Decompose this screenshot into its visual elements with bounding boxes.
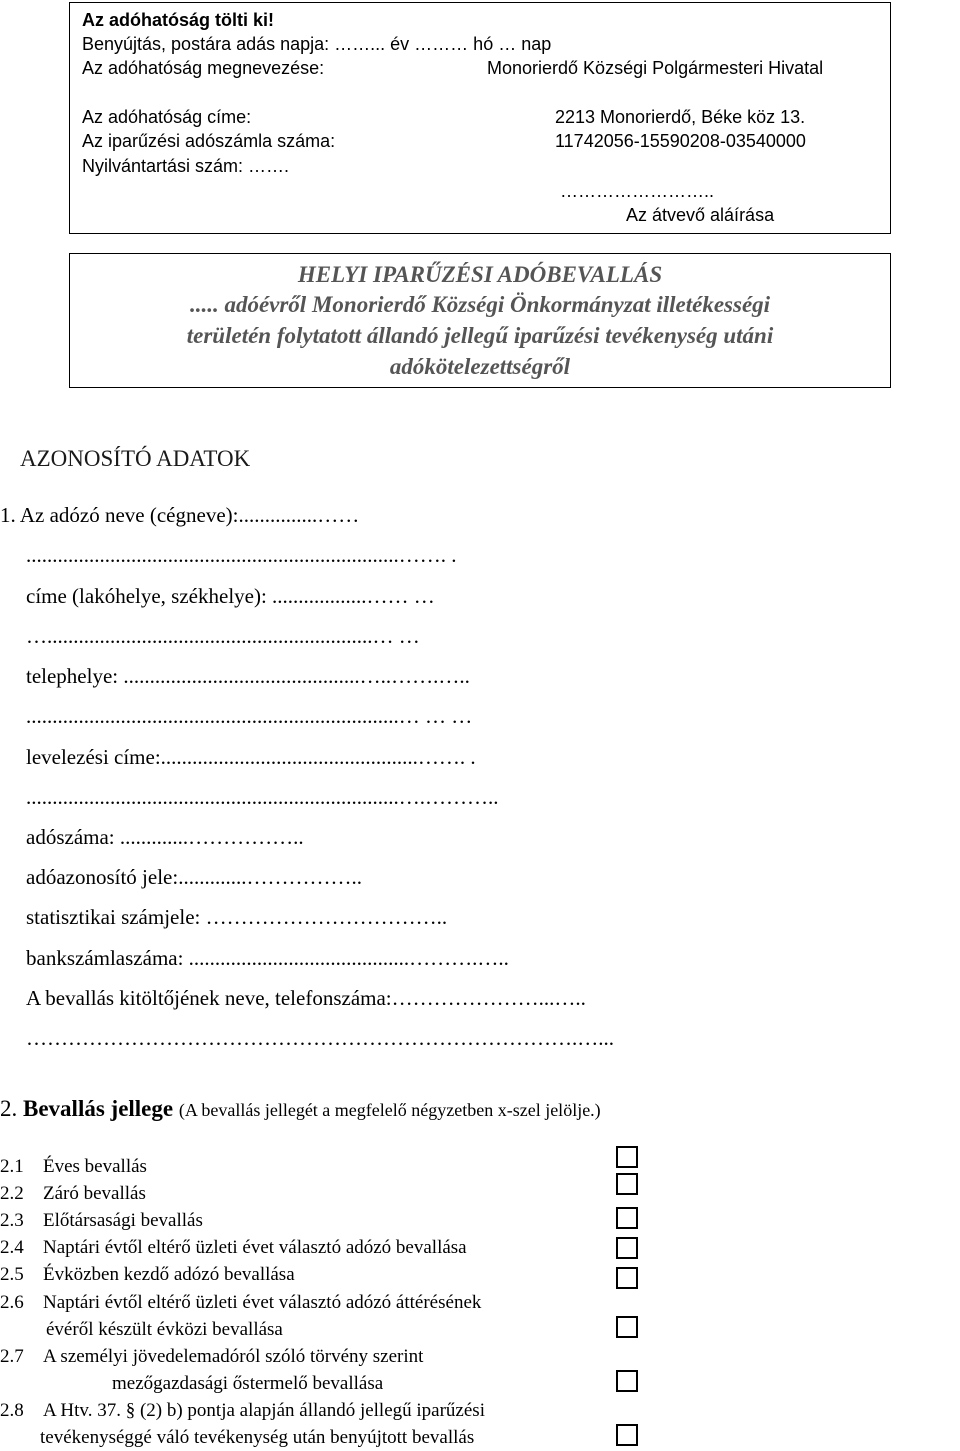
statistical-number-field[interactable]: statisztikai számjele: …………………………….. — [26, 905, 448, 929]
form-title: HELYI IPARŰZÉSI ADÓBEVALLÁS — [297, 262, 663, 287]
office-use-box — [69, 2, 891, 234]
address-field[interactable]: címe (lakóhelye, székhelye): ..................…… … — [26, 584, 435, 608]
account-number-value: 11742056-15590208-03540000 — [555, 131, 806, 151]
item-label-continuation: évéről készült évközi bevallása — [46, 1319, 283, 1340]
item-number: 2.5 — [0, 1264, 24, 1285]
authority-address-label: Az adóhatóság címe: — [82, 107, 252, 127]
section-title: Bevallás jellege — [23, 1096, 174, 1121]
item-label: Éves bevallás — [43, 1156, 147, 1177]
item-label-continuation: tevékenységgé váló tevékenység után benyújtott bevallás — [40, 1427, 475, 1448]
return-type-checkbox[interactable] — [616, 1207, 638, 1229]
return-type-checkbox[interactable] — [616, 1424, 638, 1446]
item-number: 2.1 — [0, 1156, 24, 1177]
authority-address-value: 2213 Monorierdő, Béke köz 13. — [555, 107, 806, 127]
submission-date-field[interactable]: Benyújtás, postára adás napja: ……... év ……… hó … nap — [82, 34, 552, 54]
item-number: 2.8 — [0, 1400, 24, 1421]
filler-name-phone-continuation[interactable]: …………………………………………………………………….…... — [26, 1026, 614, 1050]
mailing-address-continuation[interactable]: .......................................................................….……….. — [26, 785, 499, 809]
item-number: 2.2 — [0, 1183, 24, 1204]
authority-name-label: Az adóhatóság megnevezése: — [82, 58, 325, 78]
premises-continuation[interactable]: .......................................................................… … … — [26, 704, 473, 728]
form-subtitle-line-1: ..... adóévről Monorierdő Községi Önkormányzat illetékességi — [189, 292, 771, 317]
return-type-checkbox[interactable] — [616, 1316, 638, 1338]
section-identification-heading: AZONOSÍTÓ ADATOK — [20, 446, 251, 471]
item-label: Előtársasági bevallás — [43, 1210, 203, 1231]
item-number: 2.4 — [0, 1237, 24, 1258]
form-subtitle-line-2: területén folytatott állandó jellegű iparűzési tevékenység utáni — [186, 323, 774, 348]
filler-name-phone-field[interactable]: A bevallás kitöltőjének neve, telefonszáma:…………………...….. — [26, 986, 586, 1010]
item-label: A Htv. 37. § (2) b) pontja alapján állandó jellegű iparűzési — [43, 1400, 485, 1421]
return-type-checkbox[interactable] — [616, 1370, 638, 1392]
form-title-box — [69, 253, 891, 388]
item-number: 2.7 — [0, 1346, 24, 1367]
item-number: 2.3 — [0, 1210, 24, 1231]
item-number: 2.6 — [0, 1292, 24, 1313]
authority-name-value: Monorierdő Községi Polgármesteri Hivatal — [487, 58, 824, 78]
section-return-type-heading — [0, 1095, 601, 1124]
mailing-address-field[interactable]: levelezési címe:.................................................……. . — [26, 745, 476, 769]
item-label-continuation: mezőgazdasági őstermelő bevallása — [112, 1373, 384, 1394]
signature-line: …………………….. — [560, 181, 715, 201]
bank-account-field[interactable]: bankszámlaszáma: ..........................................……….….. — [26, 946, 509, 970]
tax-id-field[interactable]: adóazonosító jele:.............…………….. — [26, 865, 362, 889]
return-type-checkbox[interactable] — [616, 1173, 638, 1195]
item-label: Naptári évtől eltérő üzleti évet választó adózó bevallása — [43, 1237, 467, 1258]
form-subtitle-line-3: adókötelezettségről — [389, 354, 571, 379]
account-number-label: Az iparűzési adószámla száma: — [82, 131, 336, 151]
registry-number-field[interactable]: Nyilvántartási szám: ……. — [82, 156, 290, 176]
office-box-heading: Az adóhatóság tölti ki! — [82, 10, 275, 30]
taxpayer-name-field[interactable]: 1. Az adózó neve (cégneve):...............…… — [0, 503, 360, 527]
item-label: A személyi jövedelemadóról szóló törvény szerint — [43, 1346, 424, 1367]
tax-number-field[interactable]: adószáma: .............…………….. — [26, 825, 304, 849]
address-continuation[interactable]: …..............................................................… … — [26, 624, 420, 648]
section-number: 2. — [0, 1096, 18, 1121]
item-label: Naptári évtől eltérő üzleti évet választó adózó áttérésének — [43, 1292, 482, 1313]
return-type-checkbox[interactable] — [616, 1146, 638, 1168]
item-label: Záró bevallás — [43, 1183, 146, 1204]
signature-label: Az átvevő aláírása — [626, 205, 775, 225]
item-label: Évközben kezdő adózó bevallása — [43, 1264, 295, 1285]
return-type-checkbox[interactable] — [616, 1267, 638, 1289]
return-type-checkbox[interactable] — [616, 1237, 638, 1259]
section-note: (A bevallás jellegét a megfelelő négyzetben x-szel jelölje.) — [178, 1100, 601, 1120]
taxpayer-name-continuation[interactable]: .......................................................................……. . — [26, 543, 457, 567]
premises-field[interactable]: telephelye: .............................................…..…….….. — [26, 664, 470, 688]
